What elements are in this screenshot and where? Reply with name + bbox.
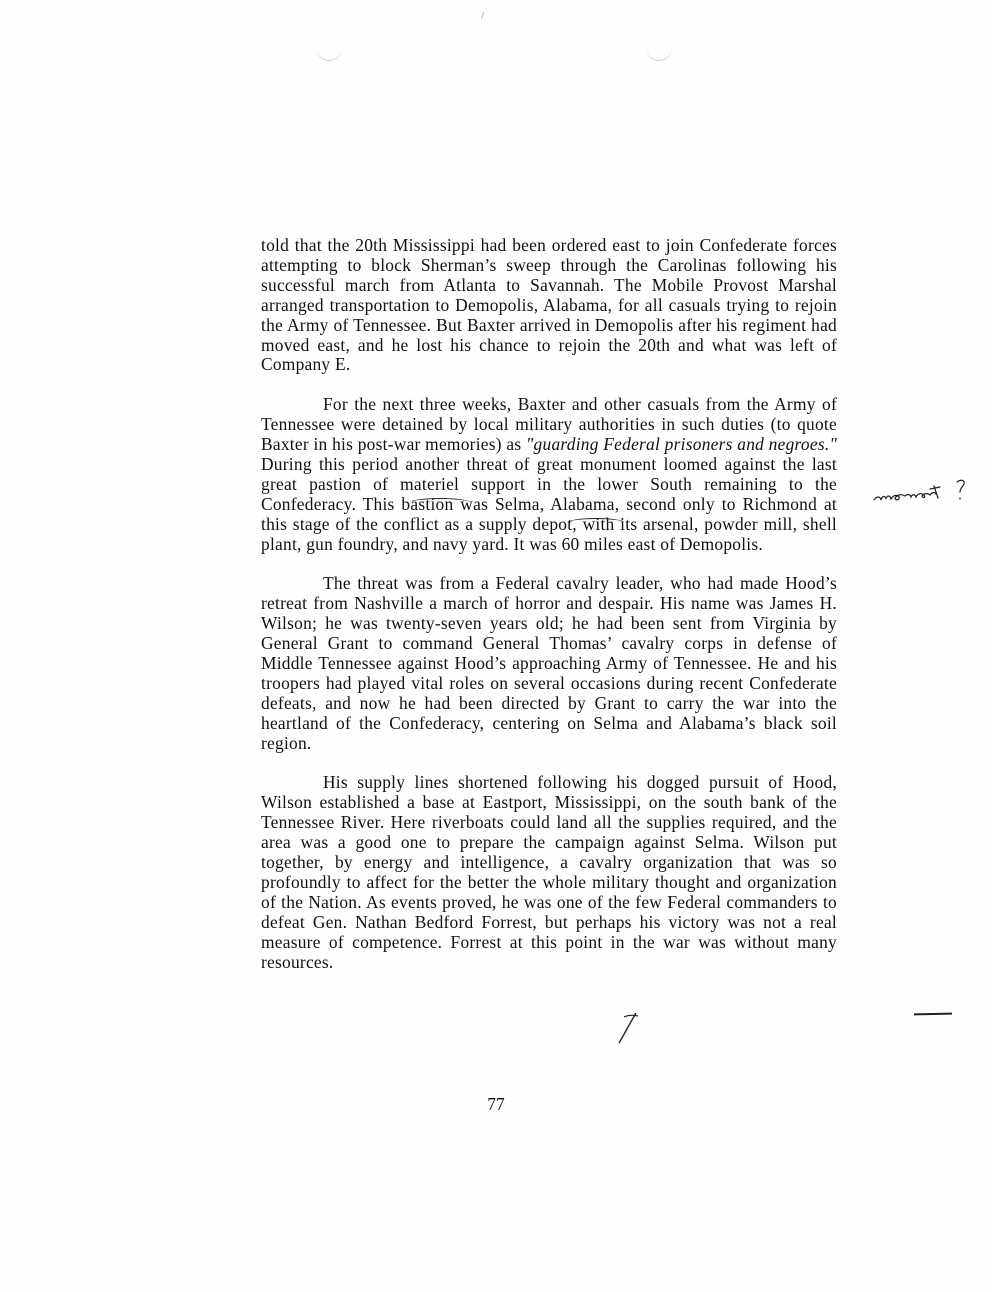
pencil-mark (481, 12, 484, 19)
body-text (261, 236, 837, 972)
text-run: told that the 20th Mississippi had been ordered east to join Confederate forces attempting to block Sherman’s sweep through the Carolinas following his successful march from Atlanta to Savannah. The Mobile Provost Marshal arranged transportation to Demopolis, Alabama, for all casuals trying to rejoin the Army of Tennessee. But Baxter arrived in Demopolis after his regiment had moved east, and he lost his chance to rejoin the 20th and what was left of Company E. (261, 235, 837, 375)
punch-hole-left (316, 46, 342, 61)
handwritten-strike-mark (616, 1011, 642, 1045)
text-run: The threat was from a Federal cavalry leader, who had made Hood’s retreat from Nashville a march of horror and despair. His name was James H. Wilson; he was twenty-seven years old; he had been sent from Virginia by General Grant to command General Thomas’ cavalry corps in defense of Middle Tennessee against Hood’s approaching Army of Tennessee. He and his troopers had played vital roles on several occasions during recent Confederate defeats, and now he had been directed by Grant to carry the war into the heartland of the Confederacy, centering on Selma and Alabama’s black soil region. (261, 573, 837, 753)
italic-quote: "guarding Federal prisoners and negroes." (526, 434, 837, 455)
paragraph (261, 574, 837, 753)
paragraph (261, 773, 837, 972)
text-run: During this period another threat of great monument loomed against the last great pastion of materiel support in the lower South remaining to the Confederacy. This bastion was Selma, Alabama, second only to Richmond at this stage of the conflict as a supply depot, with its arsenal, powder mill, shell plant, gun foundry, and navy yard. It was 60 miles east of Demopolis. (261, 453, 837, 554)
handwritten-overline-support (568, 518, 624, 527)
handwritten-margin-note (872, 474, 972, 506)
text-run: His supply lines shortened following his dogged pursuit of Hood, Wilson established a base at Eastport, Mississippi, on the south bank of the Tennessee River. Here riverboats could land all the supplies required, and the area was a good one to prepare the campaign against Selma. Wilson put together, by energy and intelligence, a cavalry organization that was so profoundly to affect for the better the whole military thought and organization of the Nation. As events proved, he was one of the few Federal commanders to defeat Gen. Nathan Bedford Forrest, but perhaps his victory was not a real measure of competence. Forrest at this point in the war was without many resources. (261, 772, 837, 972)
paragraph (261, 236, 837, 375)
page-number: 77 (487, 1094, 505, 1114)
handwritten-overline-monument (410, 498, 470, 507)
paragraph (261, 395, 837, 554)
text-run: For the next three weeks, Baxter and other casuals from the Army of Tennessee were detained by local military authorities in such duties (to quote Baxter in his post-war memories) as (261, 394, 837, 455)
punch-hole-right (646, 46, 672, 61)
handwritten-margin-dash (914, 1013, 952, 1016)
